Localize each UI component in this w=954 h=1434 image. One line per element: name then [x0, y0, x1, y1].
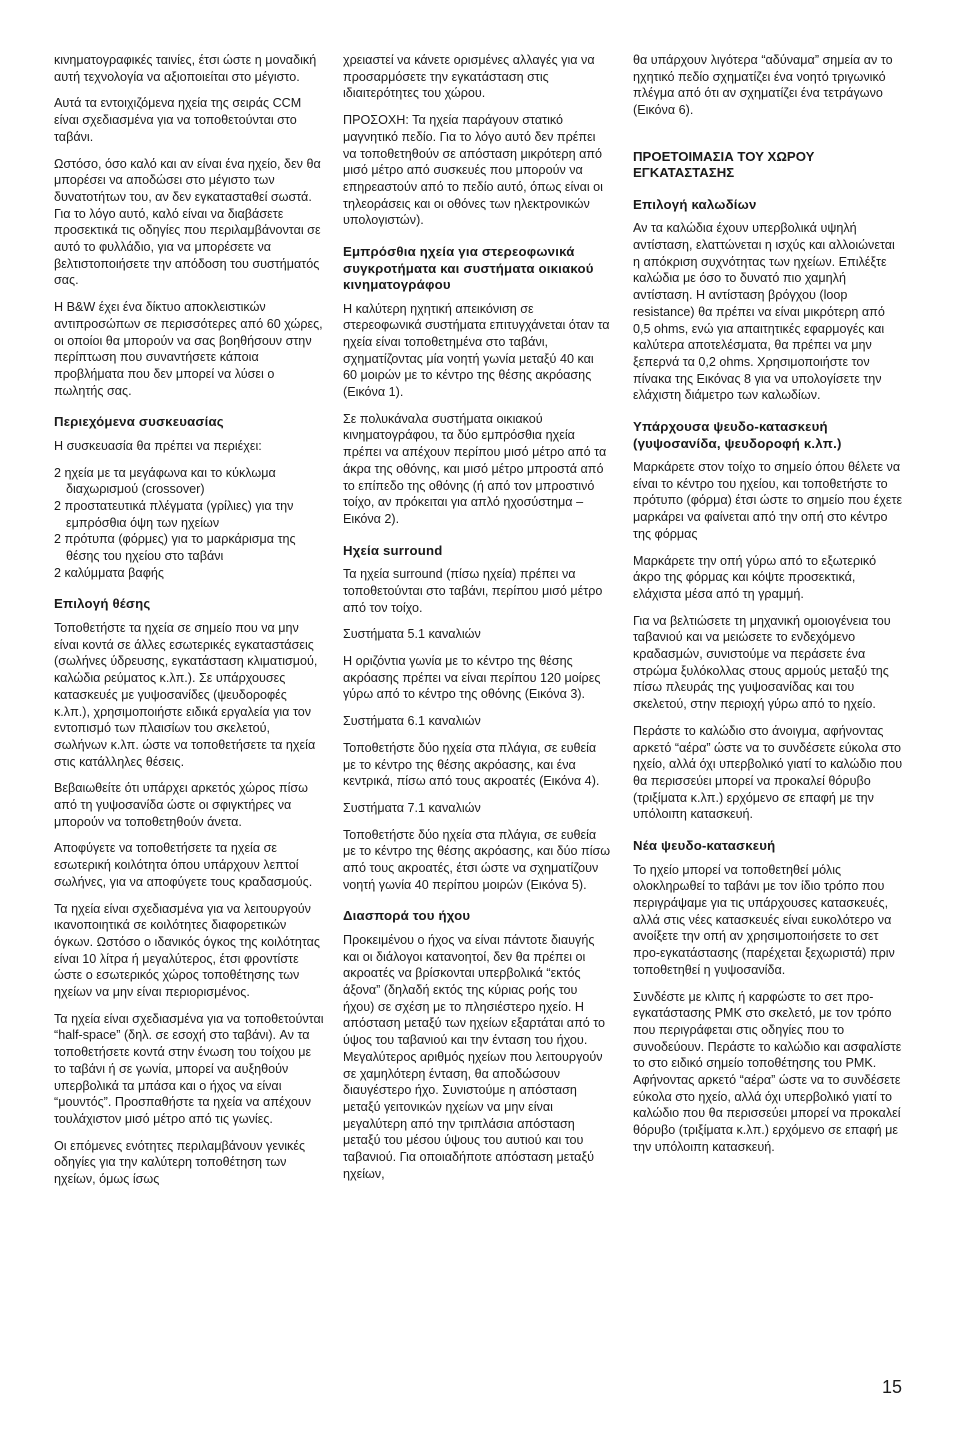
paragraph: Η συσκευασία θα πρέπει να περιέχει:	[54, 438, 262, 453]
paragraph: Η B&W έχει ένα δίκτυο αποκλειστικών αντιπροσώπων σε περισσότερες από 60 χώρες, οι οποίοι θα μπορούν να σας βοηθήσουν στην περίπτωση που συναντήσετε κάποια προβλήματα που δεν μπορεί να λύσει ο πωλητής σας.	[54, 300, 323, 398]
paragraph: Συνδέστε με κλιπς ή καρφώστε το σετ προ-εγκατάστασης PMK στο σκελετό, με τον τρόπο που περιγράφεται στις οδηγίες που το συνοδεύουν. Περάστε το καλώδιο και ασφαλίστε το στο ειδικό σημείο τοποθέτησης του PMK. Αφήνοντας αρκετό “αέρα” ώστε να το συνδέσετε εύκολα στο ηχείο, αλλά όχι υπερβολικό γιατί το καλώδιο που θα περισσεύει μπορεί να προκαλεί θόρυβο (τριξίματα κ.λπ.) ερχόμενο σε επαφή με την υπόλοιπη κατασκευή.	[633, 989, 902, 1154]
paragraph: Η καλύτερη ηχητική απεικόνιση σε στερεοφωνικά συστήματα επιτυγχάνεται όταν τα ηχεία είναι τοποθετημένα στο ταβάνι, σχηματίζοντας μία νοητή γωνία μεταξύ 40 και 60 μοιρών με το κέντρο της θέσης ακρόασης (Εικόνα 1).	[343, 301, 610, 400]
paragraph: Τα ηχεία είναι σχεδιασμένα για να τοποθετούνται “half-space” (δηλ. σε εσοχή στο ταβάνι). Αν τα τοποθετήσετε κοντά στην ένωση του τοίχου με το ταβάνι ή σε γωνία, μπορεί να αυξηθούν υπερβολικά τα μπάσα και ο ήχος να είναι “μουντός”. Προσπαθήστε τα ηχεία να απέχουν τουλάχιστον μισό μέτρο από τις γωνίες.	[54, 1011, 324, 1126]
heading-dispersion: Διασπορά του ήχου	[343, 908, 471, 924]
heading-site-preparation: ΠΡΟΕΤΟΙΜΑΣΙΑ ΤΟΥ ΧΩΡΟΥ ΕΓΚΑΤΑΣΤΑΣΗΣ	[633, 148, 815, 181]
paragraph: Περάστε το καλώδιο στο άνοιγμα, αφήνοντας αρκετό “αέρα” ώστε να το συνδέσετε εύκολα στο ηχείο, αλλά όχι υπερβολικό γιατί το καλώδιο που θα περισσεύει μπορεί να προκαλεί θόρυβο (τριξίματα κ.λπ.) ερχόμενο σε επαφή με την υπόλοιπη κατασκευή.	[633, 723, 903, 822]
paragraph: Συστήματα 6.1 καναλιών	[343, 714, 481, 729]
heading-surround: Ηχεία surround	[343, 542, 443, 558]
heading-existing-construction: Υπάρχουσα ψευδο-κατασκευή (γυψοσανίδα, ψευδοροφή κ.λπ.)	[633, 419, 842, 451]
heading-package-contents: Περιεχόμενα συσκευασίας	[54, 414, 224, 430]
paragraph: Τοποθετήστε τα ηχεία σε σημείο που να μην είναι κοντά σε άλλες εσωτερικές εγκαταστάσεις (σωλήνες ύδρευσης, εγκατάσταση κλιματισμού, καλώδια ρεύματος κ.λπ.). Σε υπάρχουσες κατασκευές με γυψοσανίδες (ψευδοροφές κ.λπ.), χρησιμοποιήστε ειδικά εργαλεία για τον εντοπισμό των πλαισίων του σκελετού, σωλήνων κ.λπ. ώστε να τοποθετήσετε τα ηχεία στις κατάλληλες θέσεις.	[54, 620, 318, 769]
paragraph: Η οριζόντια γωνία με το κέντρο της θέσης ακρόασης πρέπει να είναι περίπου 120 μοίρες γύρω από το κέντρο της οθόνης (Εικόνα 3).	[343, 653, 601, 702]
list-item: 2 καλύμματα βαφής	[54, 565, 164, 580]
paragraph: Σε πολυκάναλα συστήματα οικιακού κινηματογράφου, τα δύο εμπρόσθια ηχεία πρέπει να απέχουν περίπου μισό μέτρο από τα άκρα της οθόνης, και μισό μέτρο μπροστά από το επίπεδο της οθόνης (ή από τον μπροστινό τοίχο, αν πρόκειται για απλό ηχοσύστημα – Εικόνα 2).	[343, 411, 607, 526]
paragraph: Τοποθετήστε δύο ηχεία στα πλάγια, σε ευθεία με το κέντρο της θέσης ακρόασης, και ένα κεντρικά, πίσω από τους ακροατές (Εικόνα 4).	[343, 740, 600, 789]
column-2	[343, 52, 611, 1192]
heading-new-construction: Νέα ψευδο-κατασκευή	[633, 838, 776, 854]
paragraph: Το ηχείο μπορεί να τοποθετηθεί μόλις ολοκληρωθεί το ταβάνι με τον ίδιο τρόπο που περιγράψαμε για τις υπάρχουσες κατασκευές, αλλά στις νέες κατασκευές είναι ευκολότερο να ανοίξετε την οπή αν χρησιμοποιήσετε το σετ προ-εγκατάστασης (παρέχεται ξεχωριστά) πριν τοποθετηθεί η γυψοσανίδα.	[633, 862, 895, 977]
paragraph: Προκειμένου ο ήχος να είναι πάντοτε διαυγής και οι διάλογοι κατανοητοί, δεν θα πρέπει οι ακροατές να βρίσκονται υπερβολικά “εκτός άξονα” (δηλαδή εκτός της κύριας ροής του ήχου) σε σχέση με το πλησιέστερο ηχείο. Η απόσταση μεταξύ των ηχείων εξαρτάται από το ύψος του ταβανιού και την ένταση του ήχου. Μεγαλύτερος αριθμός ηχείων που λειτουργούν σε χαμηλότερη ένταση, θα αποδώσουν διαυγέστερο ήχο. Συνιστούμε η απόσταση μεταξύ γειτονικών ηχείων να μην είναι μεγαλύτερη από την τριπλάσια απόσταση μεταξύ του μέσου ύψους του αυτιού και του ταβανιού. Για οποιαδήποτε απόσταση μεταξύ ηχείων,	[343, 932, 606, 1181]
paragraph: Αυτά τα εντοιχιζόμενα ηχεία της σειράς CCM είναι σχεδιασμένα για να τοποθετούνται στο ταβάνι.	[54, 96, 302, 144]
heading-position: Επιλογή θέσης	[54, 596, 151, 612]
paragraph: Μαρκάρετε στον τοίχο το σημείο όπου θέλετε να είναι το κέντρο του ηχείου, και τοποθετήστε το πρότυπο (φόρμα) έτσι ώστε το σημείο που έχετε μαρκάρει να φαίνεται από την οπή στο κέντρο της φόρμας	[633, 460, 903, 541]
paragraph: χρειαστεί να κάνετε ορισμένες αλλαγές για να προσαρμόσετε την εγκατάσταση στις ιδιαιτερότητες του χώρου.	[343, 53, 595, 101]
paragraph: θα υπάρχουν λιγότερα “αδύναμα” σημεία αν το ηχητικό πεδίο σχηματίζει ένα νοητό τριγωνικό πλέγμα από ότι αν σχηματίζει ένα τετράγωνο (Εικόνα 6).	[633, 53, 893, 118]
paragraph: Ωστόσο, όσο καλό και αν είναι ένα ηχείο, δεν θα μπορέσει να αποδώσει στο μέγιστο των δυνατοτήτων του, αν δεν εγκατασταθεί σωστά. Για το λόγο αυτό, καλό είναι να διαβάσετε προσεκτικά τις οδηγίες που περιλαμβάνονται σε αυτό το φυλλάδιο, για να μπορέσετε να βελτιστοποιήσετε την απόδοση του συστήματός σας.	[54, 156, 321, 288]
paragraph: Τα ηχεία είναι σχεδιασμένα για να λειτουργούν ικανοποιητικά σε κοιλότητες διαφορετικών όγκων. Ωστόσο ο ιδανικός όγκος της κοιλότητας είναι 10 λίτρα ή μεγαλύτερος, έτσι φροντίστε ώστε ο εσωτερικός χώρος τοποθέτησης των ηχείων να μην είναι περιορισμένος.	[54, 901, 320, 1000]
paragraph: Βεβαιωθείτε ότι υπάρχει αρκετός χώρος πίσω από τη γυψοσανίδα ώστε οι σφιγκτήρες να μπορούν να τοποθετηθούν άνετα.	[54, 781, 308, 829]
heading-cables: Επιλογή καλωδίων	[633, 196, 757, 212]
paragraph: Τοποθετήστε δύο ηχεία στα πλάγια, σε ευθεία με το κέντρο της θέσης ακρόασης, και δύο πίσω από τους ακροατές, έτσι ώστε να σχηματίζουν νοητή γωνία 40 περίπου μοιρών (Εικόνα 5).	[343, 827, 611, 892]
paragraph: Τα ηχεία surround (πίσω ηχεία) πρέπει να τοποθετούνται στο ταβάνι, περίπου μισό μέτρο από τον τοίχο.	[343, 567, 603, 615]
paragraph: Οι επόμενες ενότητες περιλαμβάνουν γενικές οδηγίες για την καλύτερη τοποθέτηση των ηχείων, όμως ίσως	[54, 1138, 306, 1187]
heading-front-speakers: Εμπρόσθια ηχεία για στερεοφωνικά συγκροτήματα και συστήματα οικιακού κινηματογράφου	[343, 244, 594, 293]
paragraph: Μαρκάρετε την οπή γύρω από το εξωτερικό άκρο της φόρμας και κόψτε προσεκτικά, ελάχιστα μέσα από τη γραμμή.	[633, 553, 877, 601]
list-item: 2 προστατευτικά πλέγματα (γρίλιες) για την εμπρόσθια όψη των ηχείων	[54, 498, 294, 530]
paragraph: κινηματογραφικές ταινίες, έτσι ώστε η μοναδική αυτή τεχνολογία να αξιοποιείται στο μέγιστο.	[54, 53, 317, 84]
paragraph: Αν τα καλώδια έχουν υπερβολικά υψηλή αντίσταση, ελαττώνεται η ισχύς και αλλοιώνεται η απόκριση συχνότητας των ηχείων. Επιλέξτε καλώδια με όσο το δυνατό πιο χαμηλή αντίσταση. Η αντίσταση βρόγχου (loop resistance) θα πρέπει να είναι μικρότερη από 0,5 ohms, ενώ για απαιτητικές εφαρμογές και καλύτερα αποτελέσματα, θα πρέπει να μην ξεπερνά τα 0,2 ohms. Χρησιμοποιήστε τον πίνακα της Εικόνας 8 για να υπολογίσετε την ελάχιστη διάμετρο των καλωδίων.	[633, 221, 895, 403]
list-item: 2 ηχεία με τα μεγάφωνα και το κύκλωμα διαχωρισμού (crossover)	[54, 465, 276, 497]
list-item: 2 πρότυπα (φόρμες) για το μαρκάρισμα της θέσης του ηχείου στο ταβάνι	[54, 532, 296, 564]
column-3	[633, 52, 903, 1166]
paragraph: Συστήματα 5.1 καναλιών	[343, 627, 481, 642]
paragraph: ΠΡΟΣΟΧΗ: Τα ηχεία παράγουν στατικό μαγνητικό πεδίο. Για το λόγο αυτό δεν πρέπει να τοποθετηθούν σε απόσταση μικρότερη από μισό μέτρο από συσκευές που μπορούν να επηρεαστούν από το πεδίο αυτό, όπως είναι οι τηλεοράσεις και οι οθόνες των ηλεκτρονικών υπολογιστών).	[343, 113, 603, 228]
page-number: 15	[881, 1377, 902, 1397]
paragraph: Για να βελτιώσετε τη μηχανική ομοιογένεια του ταβανιού και να μειώσετε το ενδεχόμενο κραδασμών, συνιστούμε να περάσετε ένα στρώμα ξυλόκολλας στους αρμούς μεταξύ της πίσω πλευράς της γυψοσανίδας και του σκελετού, στην περιοχή γύρω από το ηχείο.	[633, 613, 891, 712]
package-list	[54, 465, 326, 582]
paragraph: Αποφύγετε να τοποθετήσετε τα ηχεία σε εσωτερική κοιλότητα όπου υπάρχουν λεπτοί σωλήνες, για να αποφύγετε τους κραδασμούς.	[54, 841, 313, 889]
paragraph: Συστήματα 7.1 καναλιών	[343, 800, 481, 815]
column-1	[54, 52, 326, 1198]
